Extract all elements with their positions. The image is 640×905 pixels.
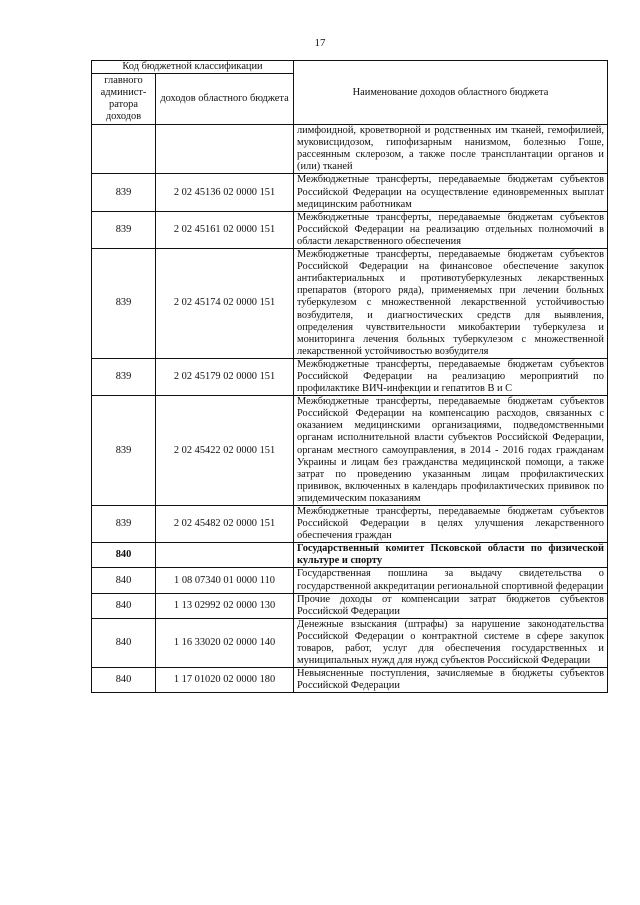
income-name-cell: Межбюджетные трансферты, передаваемые бюджетам субъектов Российской Федерации на осуществление единовременных выплат медицинским работникам [294, 174, 608, 211]
income-name-cell: Прочие доходы от компенсации затрат бюджетов субъектов Российской Федерации [294, 593, 608, 618]
income-name-cell: Государственный комитет Псковской области по физической культуре и спорту [294, 543, 608, 568]
table-row [92, 249, 608, 359]
income-code-cell: 2 02 45482 02 0000 151 [156, 506, 294, 543]
table-row [92, 668, 608, 693]
table-header [92, 61, 608, 125]
income-code-header: доходов областного бюджета [156, 74, 294, 125]
admin-code-cell: 839 [92, 358, 156, 395]
budget-classification-table [91, 60, 608, 693]
income-name-cell: Межбюджетные трансферты, передаваемые бюджетам субъектов Российской Федерации на компенсацию расходов, связанных с оказанием медицинскими организациями, подведомственными органам исполнительной власти субъектов Российской Федерации, органам местного самоуправления, в 2014 - 2016 годах гражданам Украины и лицам без гражданства медицинской помощи, а также затрат по проведению указанным лицам профилактических прививок, включенных в календарь профилактических прививок по эпидемическим показаниям [294, 396, 608, 506]
income-name-cell: Невыясненные поступления, зачисляемые в бюджеты субъектов Российской Федерации [294, 668, 608, 693]
admin-code-cell: 840 [92, 668, 156, 693]
table-row [92, 568, 608, 593]
table-row [92, 593, 608, 618]
income-name-cell: Денежные взыскания (штрафы) за нарушение законодательства Российской Федерации о контрактной системе в сфере закупок товаров, работ, услуг для обеспечения государственных и муниципальных нужд для нужд субъектов Российской Федерации [294, 618, 608, 667]
income-code-cell [156, 125, 294, 174]
income-code-cell: 1 16 33020 02 0000 140 [156, 618, 294, 667]
table-row [92, 396, 608, 506]
admin-code-cell: 839 [92, 249, 156, 359]
table-row [92, 174, 608, 211]
income-code-cell: 2 02 45136 02 0000 151 [156, 174, 294, 211]
income-name-cell: Межбюджетные трансферты, передаваемые бюджетам субъектов Российской Федерации на финансовое обеспечение закупок антибактериальных и противотуберкулезных лекарственных препаратов (второго ряда), применяемых при лечении больных туберкулезом с множественной лекарственной устойчивостью возбудителя, и диагностических средств для выявления, определения чувствительности микобактерии туберкулеза и мониторинга лечения больных туберкулезом с множественной лекарственной устойчивостью возбудителя [294, 249, 608, 359]
classification-header: Код бюджетной классификации [92, 61, 294, 74]
income-name-cell: Межбюджетные трансферты, передаваемые бюджетам субъектов Российской Федерации в целях улучшения лекарственного обеспечения граждан [294, 506, 608, 543]
admin-code-cell: 840 [92, 568, 156, 593]
income-name-cell: Межбюджетные трансферты, передаваемые бюджетам субъектов Российской Федерации на реализацию мероприятий по профилактике ВИЧ-инфекции и гепатитов В и С [294, 358, 608, 395]
income-code-cell: 1 13 02992 02 0000 130 [156, 593, 294, 618]
income-code-cell: 2 02 45179 02 0000 151 [156, 358, 294, 395]
income-code-cell: 2 02 45174 02 0000 151 [156, 249, 294, 359]
admin-code-cell: 839 [92, 506, 156, 543]
table-row [92, 543, 608, 568]
table-row [92, 358, 608, 395]
admin-code-cell: 840 [92, 593, 156, 618]
table-row [92, 211, 608, 248]
admin-code-cell: 840 [92, 543, 156, 568]
income-code-cell: 1 08 07340 01 0000 110 [156, 568, 294, 593]
admin-code-cell: 839 [92, 174, 156, 211]
income-name-cell: Государственная пошлина за выдачу свидетельства о государственной аккредитации региональной спортивной федерации [294, 568, 608, 593]
income-name-cell: лимфоидной, кроветворной и родственных им тканей, гемофилией, муковисцидозом, гипофизарным нанизмом, болезнью Гоше, рассеянным склерозом, а также после трансплантации органов и (или) тканей [294, 125, 608, 174]
income-code-cell [156, 543, 294, 568]
table-row [92, 618, 608, 667]
table-row [92, 506, 608, 543]
income-name-cell: Межбюджетные трансферты, передаваемые бюджетам субъектов Российской Федерации на реализацию отдельных полномочий в области лекарственного обеспечения [294, 211, 608, 248]
income-code-cell: 1 17 01020 02 0000 180 [156, 668, 294, 693]
income-code-cell: 2 02 45161 02 0000 151 [156, 211, 294, 248]
admin-code-cell: 839 [92, 396, 156, 506]
admin-code-cell [92, 125, 156, 174]
table-body [92, 125, 608, 693]
admin-code-cell: 840 [92, 618, 156, 667]
page-number: 17 [314, 37, 326, 49]
admin-header: главного админист-ратора доходов [92, 74, 156, 125]
table-row [92, 125, 608, 174]
income-code-cell: 2 02 45422 02 0000 151 [156, 396, 294, 506]
name-header: Наименование доходов областного бюджета [294, 61, 608, 125]
admin-code-cell: 839 [92, 211, 156, 248]
